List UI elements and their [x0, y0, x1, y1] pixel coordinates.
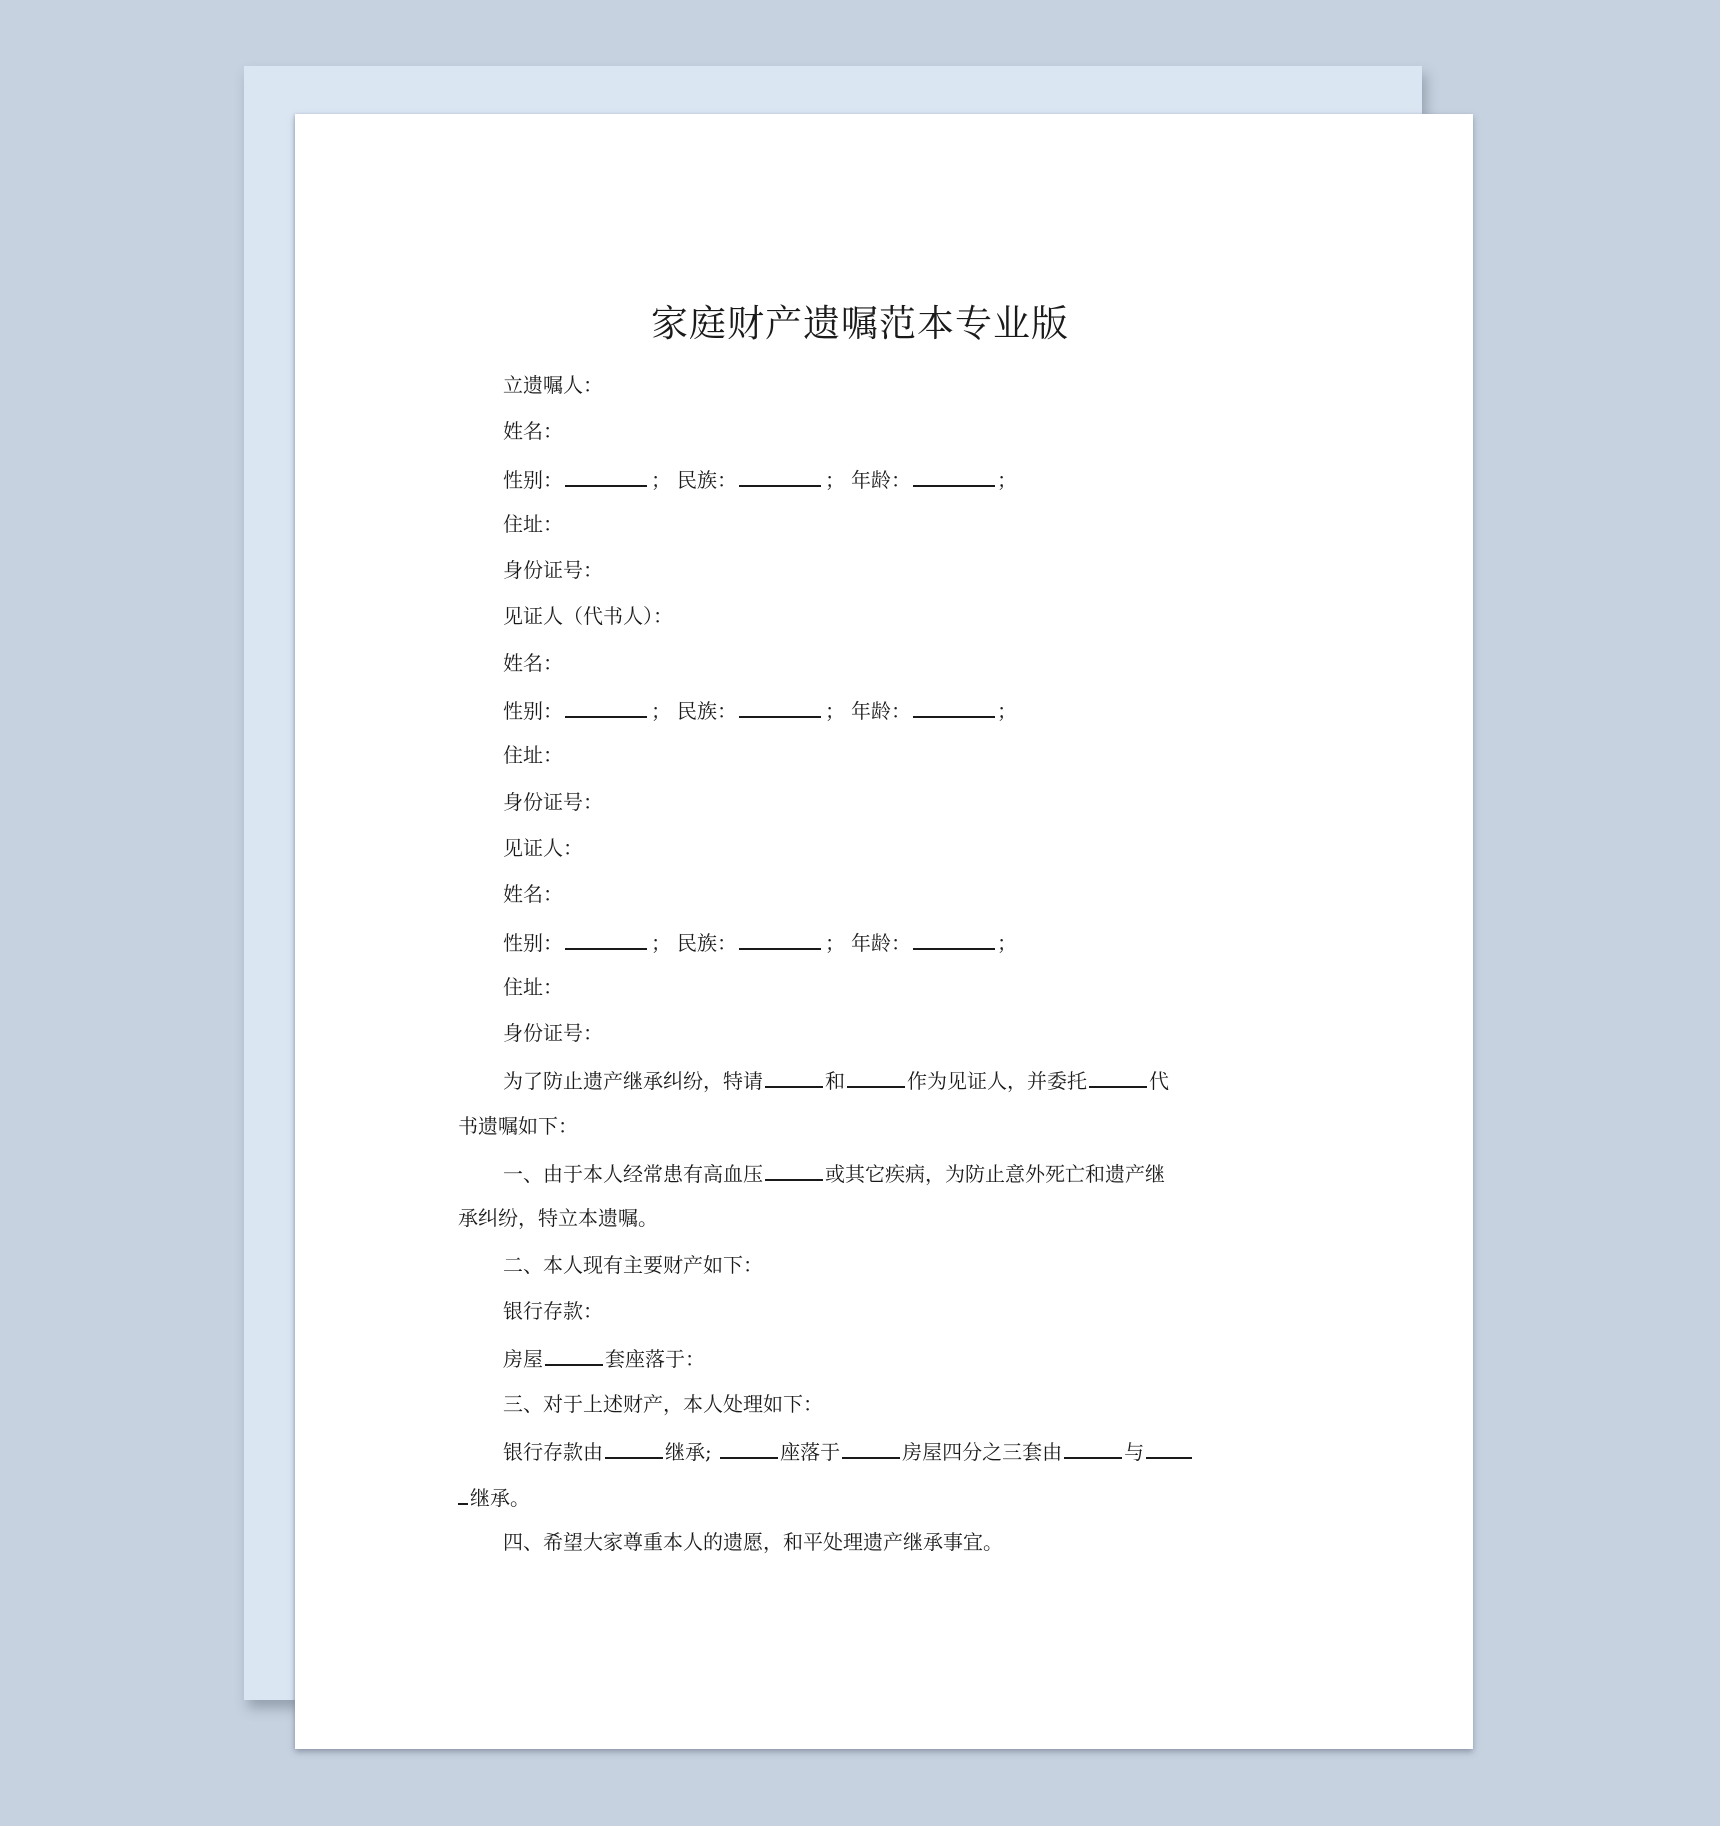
age-label: 年龄： — [851, 930, 911, 955]
clause1-line1 — [503, 1157, 1263, 1203]
semicolon: ； — [825, 930, 845, 955]
bank-deposit-label: 银行存款： — [503, 1298, 603, 1323]
house-count-blank[interactable] — [545, 1342, 603, 1366]
gender-blank[interactable] — [565, 463, 647, 487]
witness-heading — [503, 833, 1263, 879]
document-title: 家庭财产遗嘱范本专业版 — [651, 302, 1069, 345]
witness-scribe-id-row — [503, 787, 1263, 833]
id-number-label: 身份证号： — [503, 789, 603, 814]
age-blank[interactable] — [913, 926, 995, 950]
witness2-blank[interactable] — [847, 1064, 905, 1088]
testator-name-row — [503, 416, 1263, 462]
semicolon: ； — [651, 699, 671, 724]
intro-text: 书遗嘱如下： — [458, 1113, 578, 1138]
heir1-blank[interactable] — [1064, 1435, 1122, 1459]
witness-gender-row — [503, 926, 1263, 972]
intro-paragraph-line2 — [458, 1111, 1263, 1157]
ethnicity-label: 民族： — [677, 930, 737, 955]
heir2-blank-cont[interactable] — [458, 1481, 468, 1505]
clause2-house-row — [503, 1342, 1263, 1388]
gender-blank[interactable] — [565, 694, 647, 718]
gender-label: 性别： — [503, 699, 563, 724]
clause4-row — [503, 1527, 1263, 1573]
testator-heading-text: 立遗嘱人： — [503, 373, 603, 397]
house-label: 房屋 — [503, 1347, 543, 1372]
semicolon: ； — [825, 699, 845, 724]
gender-blank[interactable] — [565, 926, 647, 950]
clause3-text: 继承。 — [470, 1486, 530, 1511]
name-label: 姓名： — [503, 882, 563, 907]
witness-scribe-address-row — [503, 740, 1263, 786]
clause3-text: 房屋四分之三套由 — [902, 1439, 1063, 1464]
scribe-blank[interactable] — [1089, 1064, 1147, 1088]
clause4-text: 四、希望大家尊重本人的遗愿，和平处理遗产继承事宜。 — [503, 1530, 1003, 1555]
semicolon: ； — [997, 467, 1017, 492]
semicolon: ； — [651, 930, 671, 955]
ethnicity-blank[interactable] — [739, 694, 821, 718]
clause3-text: 继承; — [665, 1439, 712, 1464]
testator-gender-row — [503, 463, 1263, 509]
witness-scribe-heading — [503, 601, 1263, 647]
witness-scribe-gender-row — [503, 694, 1263, 740]
clause2-heading — [503, 1250, 1263, 1296]
illness-blank[interactable] — [765, 1157, 823, 1181]
age-label: 年龄： — [851, 699, 911, 724]
ethnicity-blank[interactable] — [739, 926, 821, 950]
intro-text: 和 — [825, 1069, 845, 1094]
clause3-heading-text: 三、对于上述财产，本人处理如下： — [503, 1391, 823, 1416]
address-label: 住址： — [503, 974, 563, 999]
id-number-label: 身份证号： — [503, 1021, 603, 1046]
semicolon: ； — [825, 467, 845, 492]
witness-heading-text: 见证人： — [503, 835, 583, 860]
ethnicity-blank[interactable] — [739, 463, 821, 487]
intro-text: 为了防止遗产继承纠纷，特请 — [503, 1069, 763, 1094]
semicolon: ； — [651, 467, 671, 492]
clause3-line2 — [458, 1481, 1263, 1527]
age-blank[interactable] — [913, 694, 995, 718]
age-label: 年龄： — [851, 467, 911, 492]
witness-name-row — [503, 879, 1263, 925]
age-blank[interactable] — [913, 463, 995, 487]
location-blank[interactable] — [720, 1435, 778, 1459]
testator-heading — [503, 370, 1263, 416]
heir2-blank[interactable] — [1146, 1435, 1192, 1459]
semicolon: ； — [997, 699, 1017, 724]
clause3-text: 银行存款由 — [503, 1439, 603, 1464]
witness-scribe-name-row — [503, 648, 1263, 694]
clause2-heading-text: 二、本人现有主要财产如下： — [503, 1252, 763, 1277]
clause3-text: 与 — [1124, 1439, 1145, 1464]
address-blank[interactable] — [842, 1435, 900, 1459]
intro-text: 作为见证人，并委托 — [907, 1069, 1087, 1094]
ethnicity-label: 民族： — [677, 467, 737, 492]
clause3-line1 — [503, 1435, 1263, 1481]
gender-label: 性别： — [503, 467, 563, 492]
name-label: 姓名： — [503, 650, 563, 675]
clause1-text: 一、由于本人经常患有高血压 — [503, 1162, 763, 1187]
witness-id-row — [503, 1018, 1263, 1064]
clause1-text: 承纠纷，特立本遗嘱。 — [458, 1206, 658, 1231]
intro-text: 代 — [1149, 1069, 1169, 1094]
clause3-heading — [503, 1389, 1263, 1435]
testator-id-row — [503, 555, 1263, 601]
address-label: 住址： — [503, 743, 563, 768]
clause2-bank-row — [503, 1296, 1263, 1342]
house-label: 套座落于： — [605, 1347, 705, 1372]
name-label: 姓名： — [503, 419, 563, 444]
intro-paragraph-line1 — [503, 1064, 1263, 1110]
ethnicity-label: 民族： — [677, 699, 737, 724]
semicolon: ； — [997, 930, 1017, 955]
document-body — [458, 370, 1263, 1574]
witness-address-row — [503, 972, 1263, 1018]
witness1-blank[interactable] — [765, 1064, 823, 1088]
testator-address-row — [503, 509, 1263, 555]
witness-scribe-heading-text: 见证人（代书人）： — [503, 604, 673, 629]
bank-heir-blank[interactable] — [605, 1435, 663, 1459]
gender-label: 性别： — [503, 930, 563, 955]
clause1-text: 或其它疾病，为防止意外死亡和遗产继 — [825, 1162, 1165, 1187]
address-label: 住址： — [503, 511, 563, 536]
id-number-label: 身份证号： — [503, 558, 603, 583]
clause3-text: 座落于 — [780, 1439, 841, 1464]
clause1-line2 — [458, 1203, 1263, 1249]
